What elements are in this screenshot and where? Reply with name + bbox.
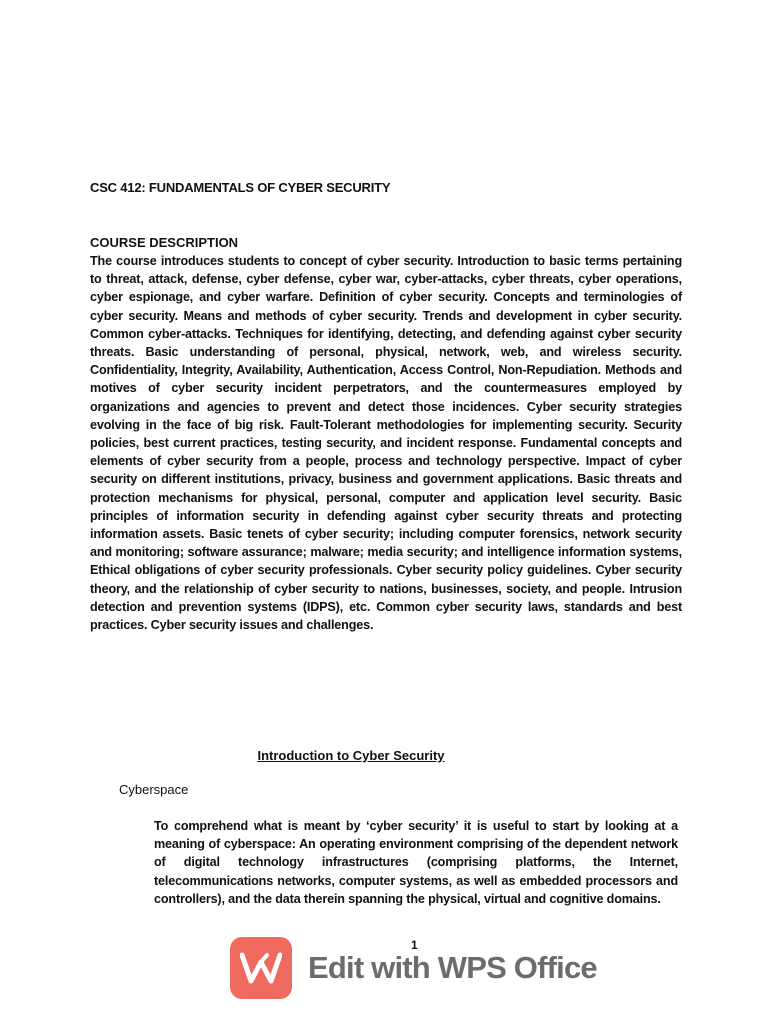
wps-watermark <box>230 936 597 1000</box>
wps-logo-icon <box>230 937 292 999</box>
description-body: The course introduces students to concept of cyber security. Introduction to basic terms pertaining to threat, attack, defense, cyber defense, cyber war, cyber-attacks, cyber threats, cyber operations, cyber espionage, and cyber warfare. Definition of cyber security. Concepts and terminologies of cyber security. Means and methods of cyber security. Trends and development in cyber security. Common cyber-attacks. Techniques for identifying, detecting, and defending against cyber security threats. Basic understanding of personal, physical, network, web, and wireless security. Confidentiality, Integrity, Availability, Authentication, Access Control, Non-Repudiation. Methods and motives of cyber security incident perpetrators, and the countermeasures employed by organizations and agencies to prevent and detect those incidences. Cyber security strategies evolving in the face of big risk. Fault-Tolerant methodologies for implementing security. Security policies, best current practices, testing security, and incident response. Fundamental concepts and elements of cyber security from a people, process and technology perspective. Impact of cyber security on different institutions, privacy, business and government applications. Basic threats and protection mechanisms for physical, personal, computer and application level security. Basic principles of information security in defending against cyber security threats and protecting information assets. Basic tenets of cyber security; including computer forensics, network security and monitoring; software assurance; malware; media security; and intelligence information systems, Ethical obligations of cyber security professionals. Cyber security policy guidelines. Cyber security theory, and the relationship of cyber security to nations, businesses, society, and people. Intrusion detection and prevention systems (IDPS), etc. Common cyber security laws, standards and best practices. Cyber security issues and challenges. <box>90 254 682 633</box>
page-number: 1 <box>411 938 418 952</box>
subheading-cyberspace: Cyberspace <box>119 782 189 797</box>
course-title: CSC 412: FUNDAMENTALS OF CYBER SECURITY <box>90 180 391 195</box>
description-heading: COURSE DESCRIPTION <box>90 235 239 250</box>
wps-watermark-text: Edit with WPS Office <box>308 950 597 985</box>
intro-paragraph: To comprehend what is meant by ‘cyber security’ it is useful to start by looking at a meaning of cyberspace: An operating environment comprising of the dependent network of digital technology infrastructures (comprising platforms, the Internet, telecommunications networks, computer systems, as well as embedded processors and controllers), and the data therein spanning the physical, virtual and cognitive domains. <box>154 819 678 906</box>
section-title: Introduction to Cyber Security <box>257 748 445 763</box>
